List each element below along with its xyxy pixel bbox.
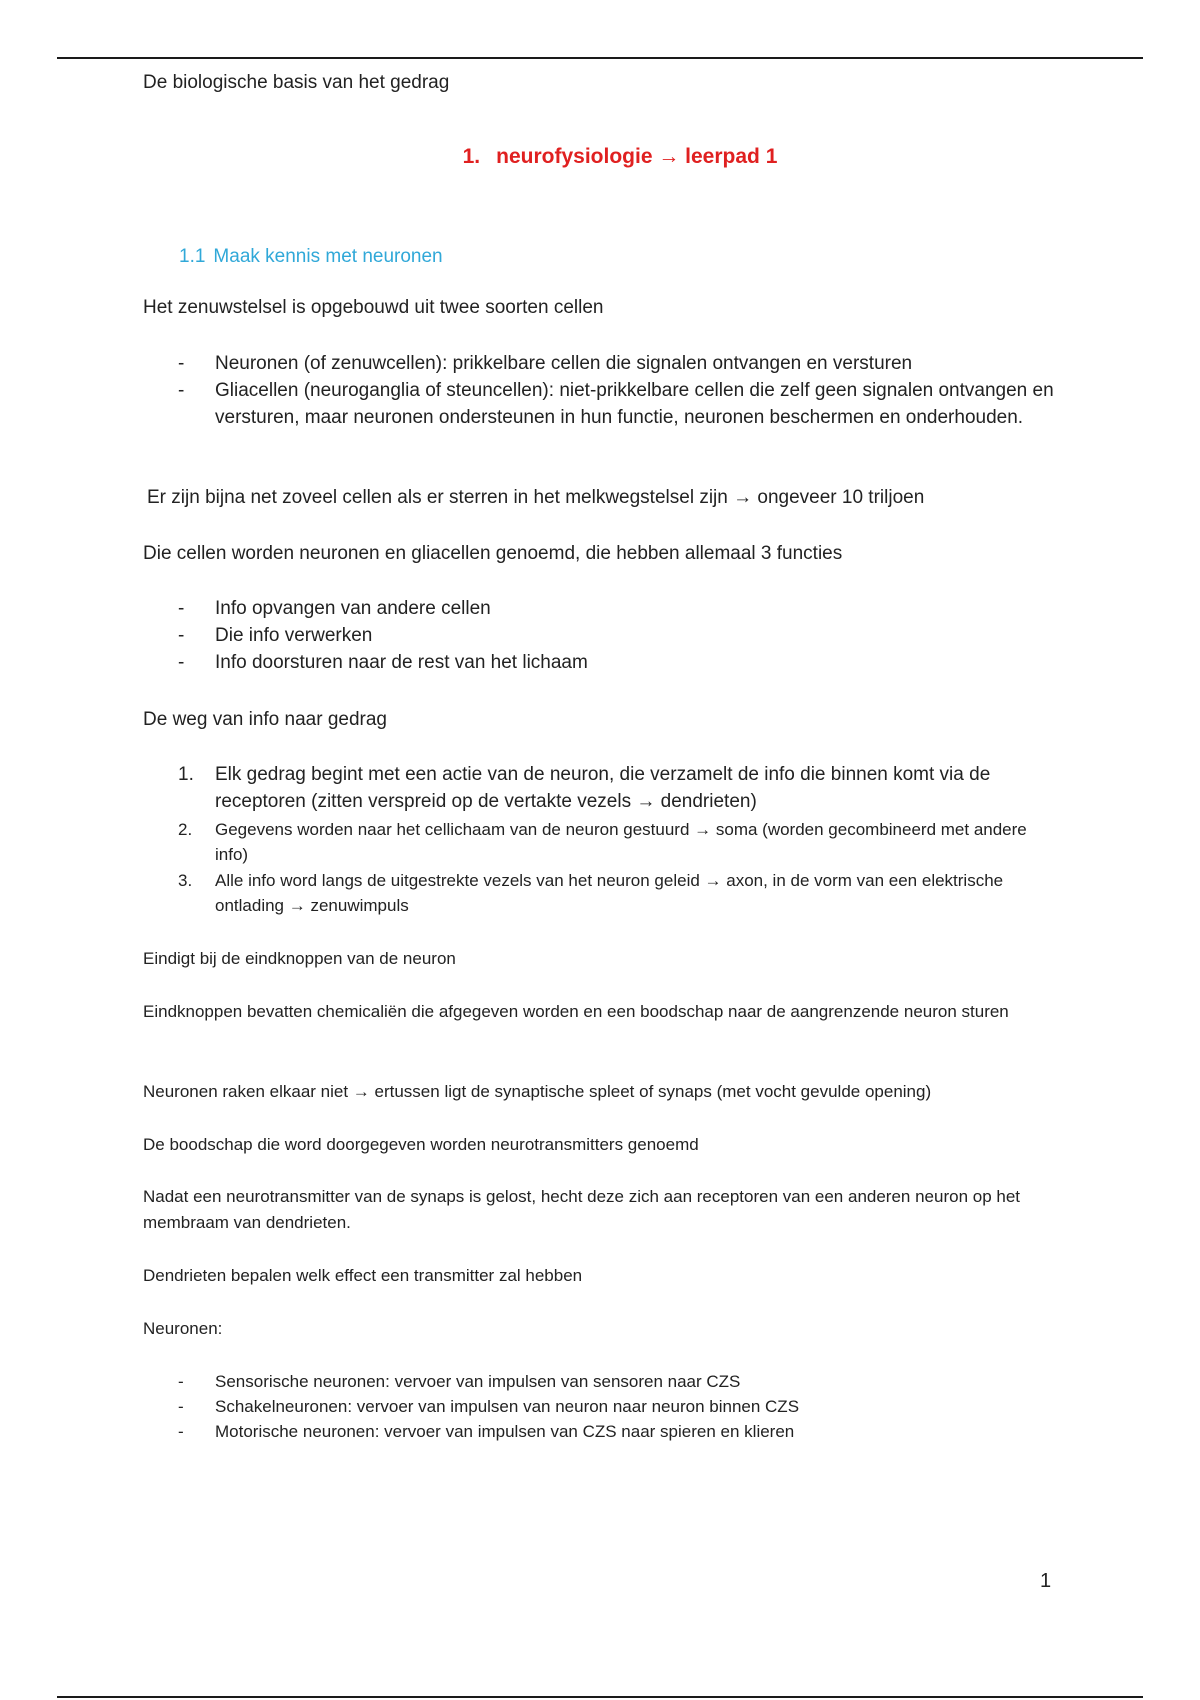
- list-item: - Gliacellen (neuroganglia of steuncellen): niet-prikkelbare cellen die zelf geen signalen ontvangen en versturen, maar neuronen ondersteunen in hun functie, neuronen beschermen en onderhouden.: [178, 377, 1058, 431]
- list-number: 2.: [178, 820, 193, 839]
- section-text: Maak kennis met neuronen: [213, 246, 443, 267]
- page-number: 1: [1040, 1570, 1052, 1592]
- steps-list: [178, 761, 1058, 815]
- cell-types-list: [178, 350, 1058, 431]
- list-item: - Neuronen (of zenuwcellen): prikkelbare cellen die signalen ontvangen en versturen: [178, 350, 1058, 377]
- list-item: 2. Gegevens worden naar het cellichaam van de neuron gestuurd → soma (worden gecombineerd met andere info): [178, 817, 1058, 867]
- list-item: - Info opvangen van andere cellen: [178, 595, 1058, 622]
- list-item: - Die info verwerken: [178, 622, 1058, 649]
- list-number: 1.: [178, 764, 194, 785]
- list-item: - Schakelneuronen: vervoer van impulsen van neuron naar neuron binnen CZS: [178, 1394, 1058, 1419]
- paragraph-6: Eindknoppen bevatten chemicaliën die afgegeven worden en een boodschap naar de aangrenzende neuron sturen: [143, 1002, 1009, 1021]
- list-item: - Motorische neuronen: vervoer van impulsen van CZS naar spieren en klieren: [178, 1419, 1058, 1444]
- list-item: - Info doorsturen naar de rest van het lichaam: [178, 649, 1058, 676]
- paragraph-10: Dendrieten bepalen welk effect een transmitter zal hebben: [143, 1266, 583, 1285]
- chapter-number: 1.: [462, 145, 481, 168]
- bullet: -: [178, 1397, 184, 1416]
- top-rule: [57, 57, 1143, 59]
- paragraph-8: De boodschap die word doorgegeven worden neurotransmitters genoemd: [143, 1135, 699, 1154]
- section-heading: [179, 246, 443, 268]
- list-item: - Sensorische neuronen: vervoer van impulsen van sensoren naar CZS: [178, 1369, 1058, 1394]
- paragraph-3: Die cellen worden neuronen en gliacellen genoemd, die hebben allemaal 3 functies: [143, 543, 843, 564]
- bullet: -: [178, 1372, 184, 1391]
- paragraph-1: Het zenuwstelsel is opgebouwd uit twee soorten cellen: [143, 297, 604, 318]
- bullet: -: [178, 1422, 184, 1441]
- functions-list: [178, 595, 1058, 676]
- paragraph-11: Neuronen:: [143, 1319, 223, 1338]
- chapter-text: neurofysiologie → leerpad 1: [496, 145, 778, 168]
- paragraph-5: Eindigt bij de eindknoppen van de neuron: [143, 949, 456, 968]
- steps-list-continued: [178, 817, 1058, 918]
- list-item: 3. Alle info word langs de uitgestrekte vezels van het neuron geleid → axon, in de vorm van een elektrische ontlading → zenuwimpuls: [178, 868, 1058, 918]
- list-number: 3.: [178, 871, 193, 890]
- list-item: 1. Elk gedrag begint met een actie van de neuron, die verzamelt de info die binnen komt via de receptoren (zitten verspreid op de vertakte vezels → dendrieten): [178, 761, 1058, 815]
- bullet: -: [178, 380, 185, 401]
- section-number: 1.1: [179, 246, 206, 267]
- paragraph-9: Nadat een neurotransmitter van de synaps is gelost, hecht deze zich aan receptoren van een anderen neuron op het membraam van dendrieten.: [143, 1187, 1021, 1232]
- neuron-types-list: [178, 1369, 1058, 1444]
- bullet: -: [178, 353, 185, 374]
- bottom-rule: [57, 1696, 1143, 1698]
- bullet: -: [178, 625, 185, 646]
- paragraph-4: De weg van info naar gedrag: [143, 709, 387, 730]
- bullet: -: [178, 652, 185, 673]
- document-title: De biologische basis van het gedrag: [143, 72, 450, 93]
- bullet: -: [178, 598, 185, 619]
- chapter-heading: [0, 145, 1200, 169]
- paragraph-7: Neuronen raken elkaar niet → ertussen ligt de synaptische spleet of synaps (met vocht gevulde opening): [143, 1082, 932, 1101]
- paragraph-2: Er zijn bijna net zoveel cellen als er sterren in het melkwegstelsel zijn → ongeveer 10 triljoen: [147, 487, 925, 508]
